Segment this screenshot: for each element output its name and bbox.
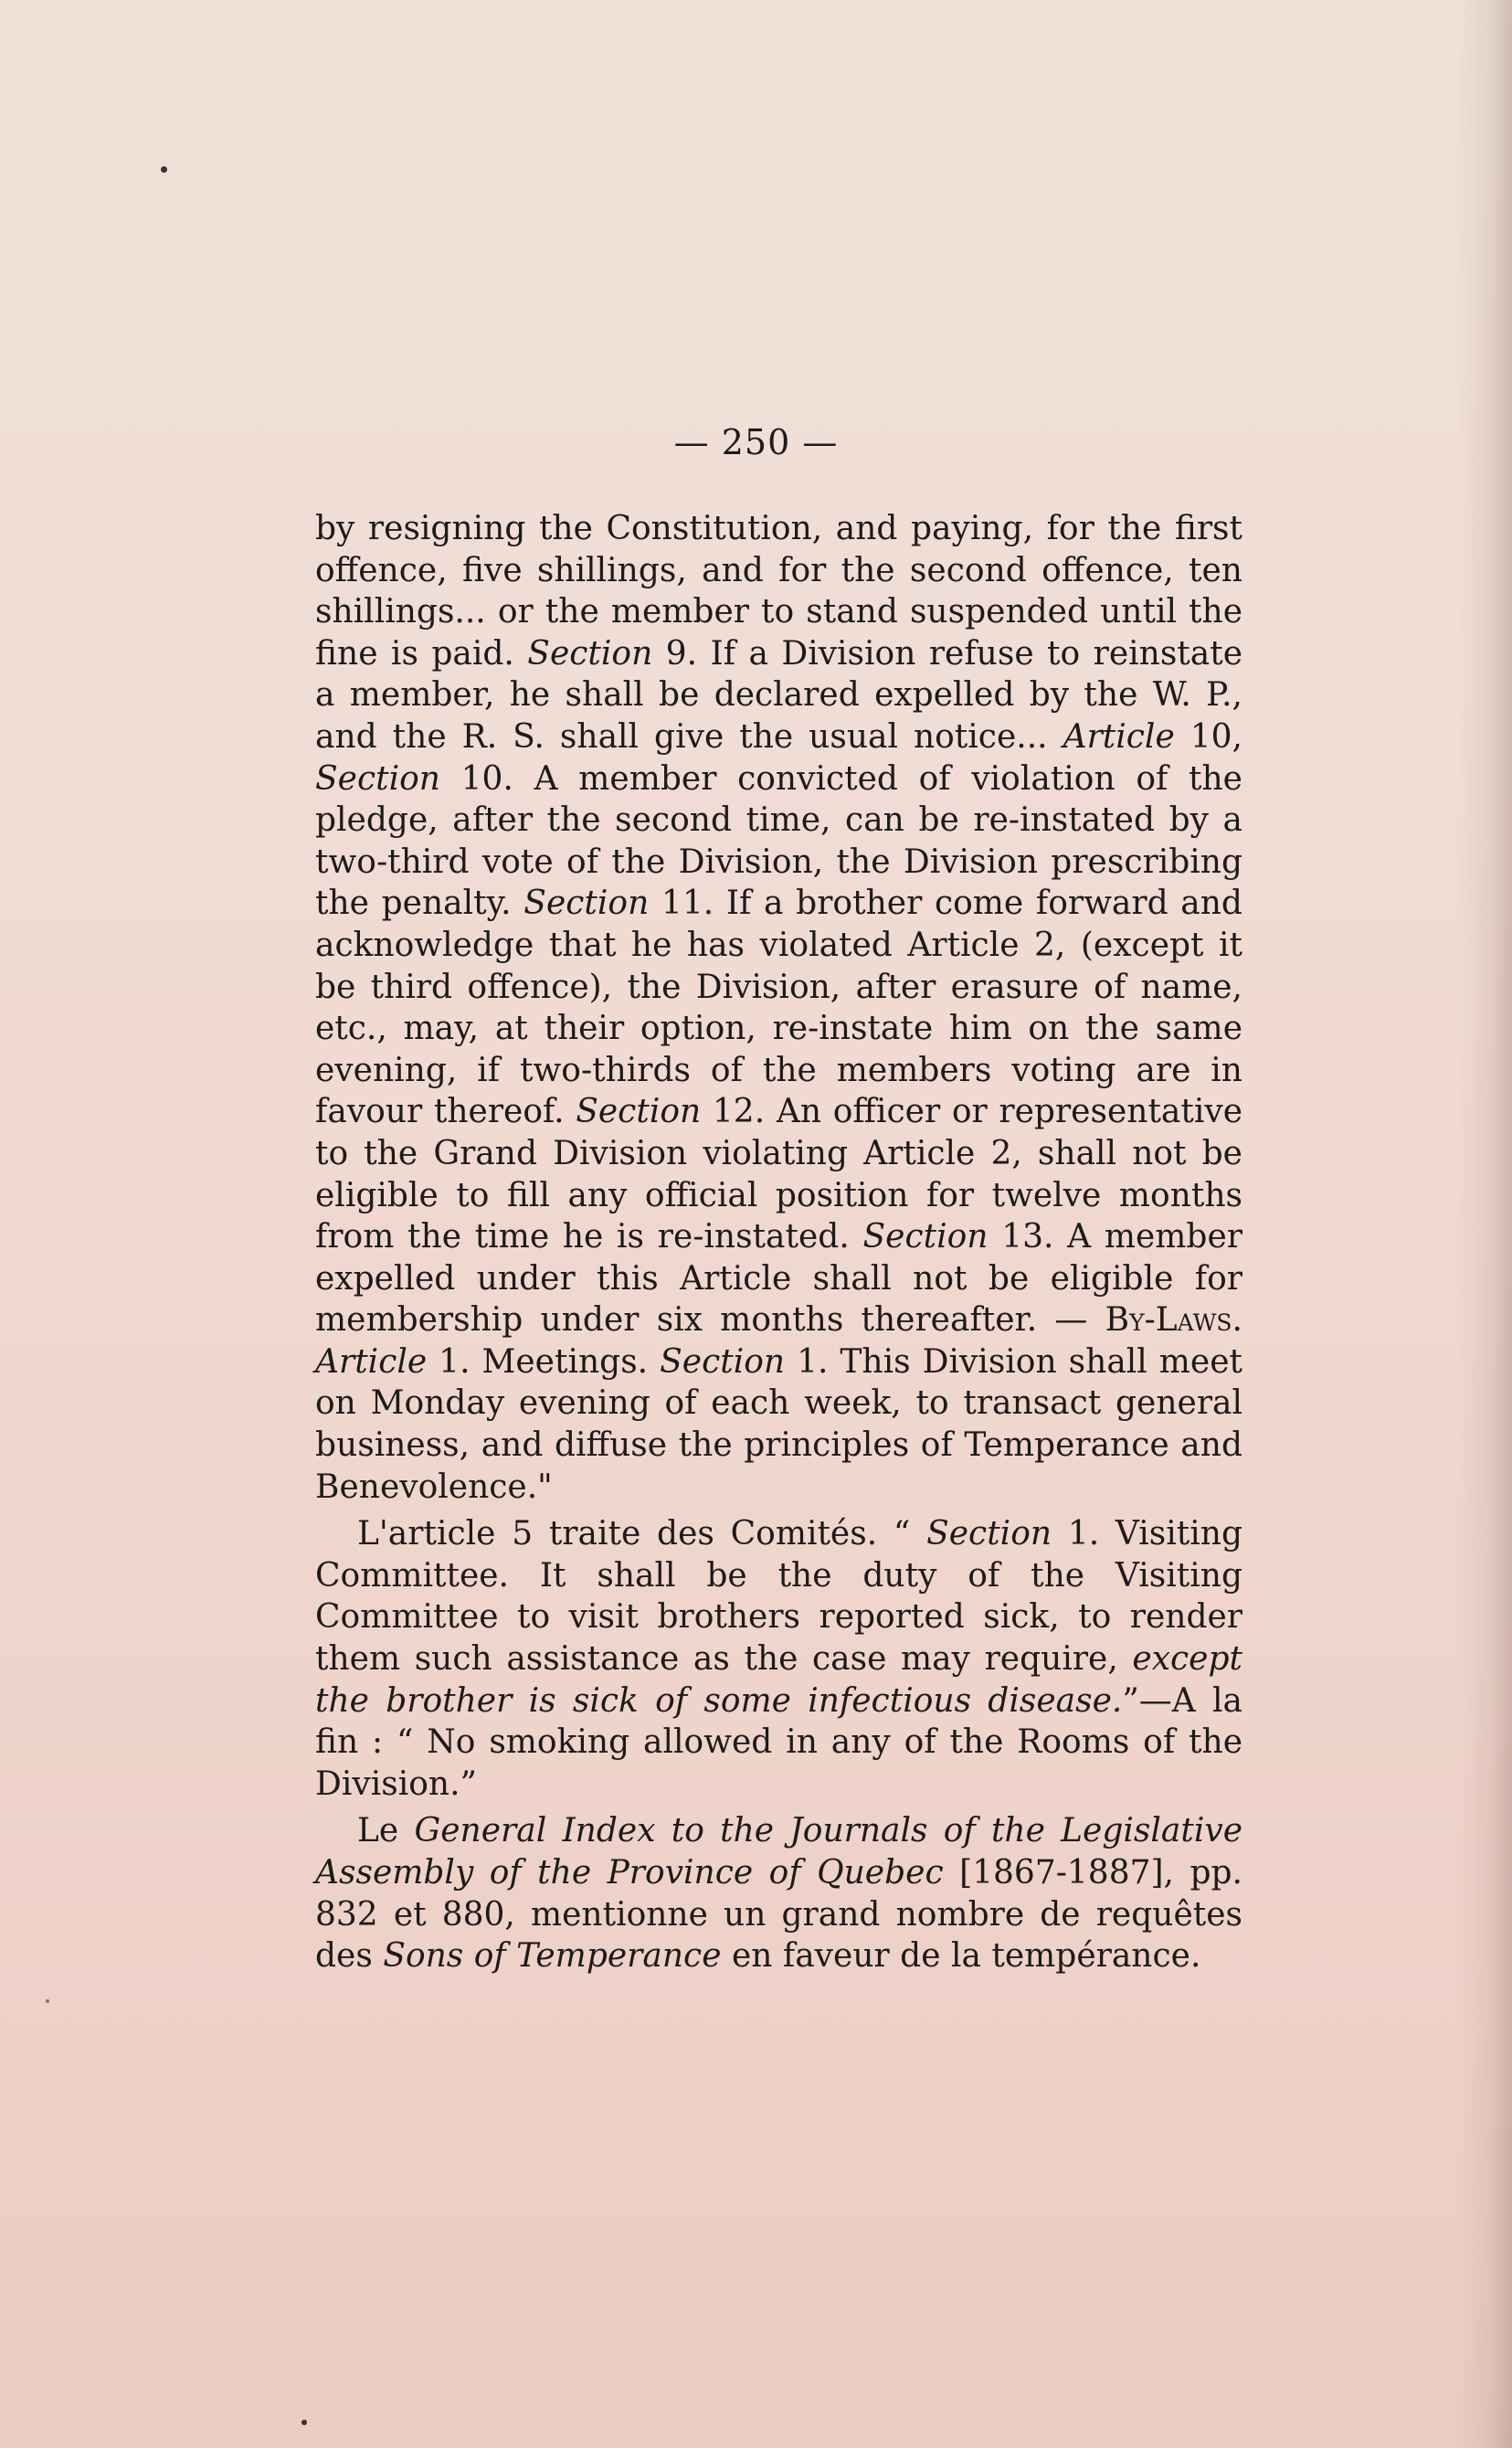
text-run: ”—A la fin : “ No smoking allowed in any of the Rooms of the Division.”	[315, 1681, 1242, 1803]
body-text	[315, 508, 1242, 1977]
italic-run: Section	[527, 634, 653, 673]
ink-speck	[46, 1999, 49, 2003]
paragraph-constitution-excerpt	[315, 508, 1242, 1508]
text-run: [1867-1887], pp. 832 et 880, mentionne un grand nombre de requêtes des	[315, 1854, 1242, 1976]
italic-run: Section	[576, 1093, 702, 1131]
italic-run: General Index to the Journals of the Legislative Assembly of the Province of Quebec	[315, 1812, 1242, 1892]
paragraph-general-index	[315, 1810, 1242, 1976]
small-caps-run: By-Laws.	[1105, 1301, 1242, 1340]
page-edge-shadow	[1457, 0, 1512, 2448]
text-run: 12. An officer or representative to the Grand Division violating Article 2, shall not be eligible to fill any official position for twelve months from the time he is re-instated.	[315, 1093, 1243, 1256]
text-run: Le	[357, 1812, 399, 1850]
italic-run: Section	[523, 885, 650, 923]
text-run: 9. If a Division refuse to reinstate a member, he shall be declared expelled by the W. P., and the R. S. shall give the usual notice...	[315, 634, 1243, 756]
italic-run: Sons of Temperance	[383, 1937, 722, 1976]
text-run: 1. Visiting Committee. It shall be the duty of the Visiting Committee to visit brothers reported sick, to render them such assistance as the case may require,	[315, 1515, 1242, 1679]
text-run: 10. A member convicted of violation of the pledge, after the second time, can be re-instated by a two-third vote of the Division, the Division prescribing the penalty.	[315, 759, 1242, 923]
paragraph-committees	[315, 1513, 1242, 1805]
italic-run: Section	[315, 759, 440, 798]
text-run: L'article 5 traite des Comités. “	[357, 1515, 911, 1553]
text-run: 1. Meetings.	[439, 1342, 649, 1381]
text-run: en faveur de la tempérance.	[731, 1937, 1201, 1976]
text-run: 11. If a brother come forward and acknowledge that he has violated Article 2, (except it be third offence), the Division, after erasure of name, etc., may, at their option, re-instate him on the same evening, if two-thirds of the members voting are in favour thereof.	[315, 885, 1242, 1131]
text-run: 10,	[1190, 717, 1242, 756]
italic-run: except the brother is sick of some infectious disease.	[315, 1640, 1242, 1720]
italic-run: Article	[315, 1342, 428, 1381]
text-run: 1. This Division shall meet on Monday evening of each week, to transact general business, and diffuse the principles of Temperance and Benevolence."	[315, 1342, 1243, 1506]
italic-run: Section	[862, 1218, 989, 1256]
italic-run: Section	[926, 1515, 1052, 1553]
ink-speck	[161, 166, 167, 173]
italic-run: Article	[1063, 717, 1175, 756]
text-run: 13. A member expelled under this Article shall not be eligible for membership under six months thereafter. —	[315, 1218, 1242, 1340]
ink-speck	[301, 2420, 307, 2425]
page-number: — 250 —	[673, 422, 839, 462]
text-run: by resigning the Constitution, and paying, for the first offence, five shillings, and for the second offence, ten shillings... or the member to stand suspended until the fine is paid.	[315, 510, 1242, 673]
italic-run: Section	[660, 1342, 786, 1381]
